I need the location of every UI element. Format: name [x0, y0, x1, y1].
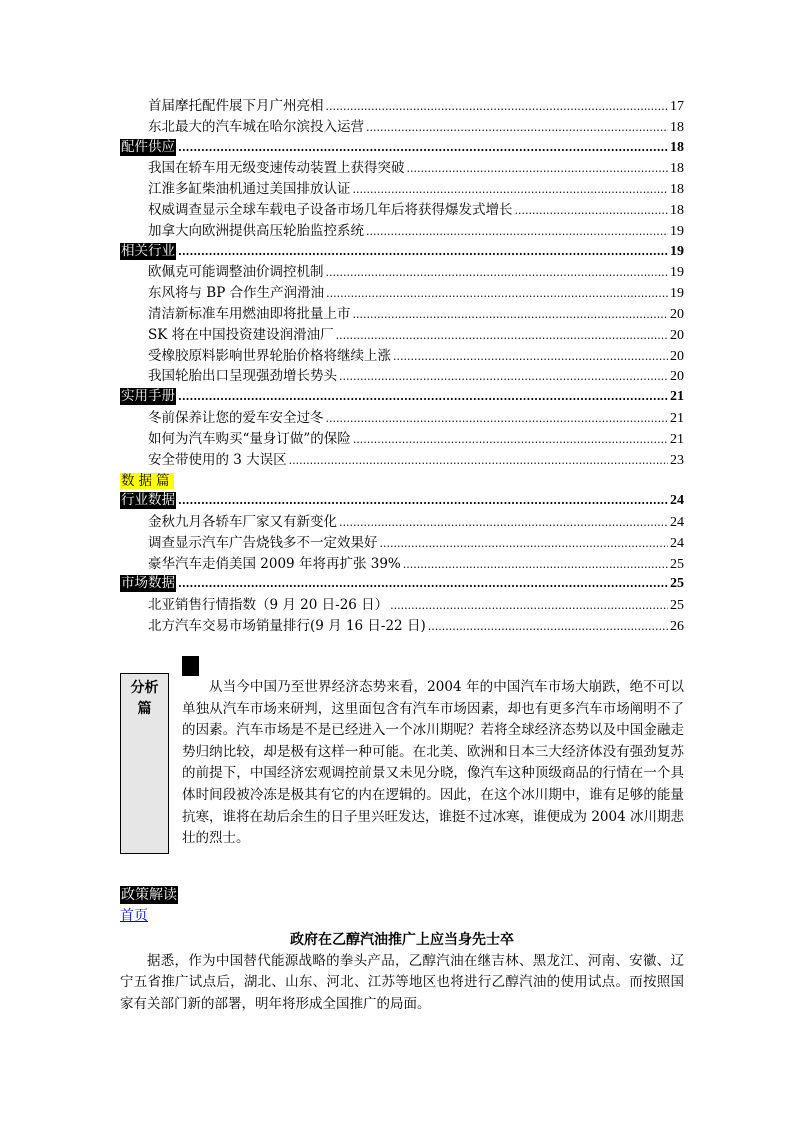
policy-section-heading: 政策解读 — [121, 887, 177, 903]
leader-dots — [326, 263, 669, 284]
leader-dots — [353, 305, 669, 326]
leader-dots — [178, 242, 668, 263]
page-number: 21 — [670, 389, 684, 405]
page-number: 20 — [670, 327, 684, 343]
page-number: 18 — [670, 119, 684, 135]
table-of-contents — [120, 96, 684, 637]
toc-section-parts-supply[interactable]: 配件供应 ..... 18 — [120, 138, 684, 159]
leader-dots — [336, 326, 668, 347]
page-number: 19 — [670, 223, 684, 239]
page-number: 18 — [670, 202, 684, 218]
leader-dots — [326, 284, 668, 305]
leader-dots — [353, 180, 669, 201]
article-body: 据悉，作为中国替代能源战略的拳头产品，乙醇汽油在继吉林、黑龙江、河南、安徽、辽宁五省推广试点后，湖北、山东、河北、江苏等地区也将进行乙醇汽油的使用试点。而按照国家有关部门新的部署，明年将形成全国推广的局面。 — [120, 953, 684, 1012]
policy-section — [120, 884, 684, 1015]
toc-entry[interactable]: 如何为汽车购买“量身订做”的保险 ..... 21 — [120, 429, 684, 450]
page-number: 26 — [670, 618, 684, 634]
page-number: 18 — [670, 139, 684, 155]
toc-entry[interactable]: 江淮多缸柴油机通过美国排放认证 ..... 18 — [120, 179, 684, 200]
toc-entry[interactable]: SK 将在中国投资建设润滑油厂 ..... 20 — [120, 325, 684, 346]
toc-entry[interactable]: 金秋九月各轿车厂家又有新变化 ..... 24 — [120, 512, 684, 533]
leader-dots — [326, 97, 669, 118]
leader-dots — [289, 451, 668, 472]
toc-entry[interactable]: 冬前保养让您的爱车安全过冬 ..... 21 — [120, 408, 684, 429]
toc-section-practical-handbook[interactable]: 实用手册 ..... 21 — [120, 387, 684, 408]
toc-entry[interactable]: 受橡胶原料影响世界轮胎价格将继续上涨 ..... 20 — [120, 346, 684, 367]
toc-entry[interactable]: 首届摩托配件展下月广州亮相 ..... 17 — [120, 96, 684, 117]
toc-section-related-industry[interactable]: 相关行业 ..... 19 — [120, 242, 684, 263]
page-number: 21 — [670, 410, 684, 426]
leader-dots — [178, 574, 668, 595]
leader-dots — [339, 513, 668, 534]
toc-entry[interactable]: 欧佩克可能调整油价调控机制 ..... 19 — [120, 262, 684, 283]
page-number: 17 — [670, 99, 684, 114]
home-link[interactable]: 首页 — [120, 908, 148, 924]
toc-entry[interactable]: 安全带使用的 3 大误区 ..... 23 — [120, 450, 684, 471]
page-number: 23 — [670, 452, 684, 468]
leader-dots — [428, 617, 668, 638]
toc-section-market-data[interactable]: 市场数据 ..... 25 — [120, 574, 684, 595]
toc-entry[interactable]: 加拿大向欧洲提供高压轮胎监控系统 ..... 19 — [120, 221, 684, 242]
toc-entry[interactable]: 我国在轿车用无级变速传动装置上获得突破 ..... 18 — [120, 158, 684, 179]
analysis-paragraph: 从当今中国乃至世界经济态势来看，2004 年的中国汽车市场大崩跌，绝不可以单独从汽车市场来研判，这里面包含有汽车市场因素，却也有更多汽车市场阐明不了的因素。汽车市场是不是已经进入一个冰川期呢？若将全球经济态势以及中国金融走势归纳比较，却是极有这样一种可能。在北美、欧洲和日本三大经济体没有强劲复苏的前提下，中国经济宏观调控前景又未见分晓，像汽车这种顶级商品的行情在一个具体时间段被冷冻是极其有它的内在逻辑的。因此，在这个冰川期中，谁有足够的能量抗寒，谁将在劫后余生的日子里兴旺发达，谁挺不过冰寒，谁便成为 2004 冰川期悲壮的烈士。 — [182, 679, 684, 847]
toc-entry[interactable]: 豪华汽车走俏美国 2009 年将再扩张 39% ..... 25 — [120, 554, 684, 575]
page-number: 25 — [670, 598, 684, 614]
leader-dots — [403, 555, 668, 576]
page-number: 20 — [670, 348, 684, 364]
leader-dots — [407, 159, 669, 180]
page-number: 25 — [670, 556, 684, 572]
toc-section-industry-data[interactable]: 行业数据 ..... 24 — [120, 491, 684, 512]
page-number: 19 — [670, 265, 684, 281]
leader-dots — [178, 138, 668, 159]
leader-dots — [393, 347, 668, 368]
leader-dots — [353, 430, 668, 451]
toc-entry[interactable]: 权威调查显示全球车载电子设备市场几年后将获得爆发式增长 ..... 18 — [120, 200, 684, 221]
article-title: 政府在乙醇汽油推广上应当身先士卒 — [290, 932, 514, 948]
page-number: 19 — [670, 243, 684, 259]
toc-entry[interactable]: 调查显示汽车广告烧钱多不一定效果好 ..... 24 — [120, 533, 684, 554]
toc-entry[interactable]: 北方汽车交易市场销量排行(9 月 16 日-22 日) ..... 26 — [120, 616, 684, 637]
page-number: 24 — [670, 493, 684, 509]
leader-dots — [178, 387, 668, 408]
toc-part-data: 数据篇 — [121, 473, 174, 490]
page-number: 20 — [670, 369, 684, 385]
page-number: 18 — [670, 182, 684, 198]
page-number: 25 — [670, 576, 684, 592]
toc-entry[interactable]: 我国轮胎出口呈现强劲增长势头 ..... 20 — [120, 366, 684, 387]
page-number: 18 — [670, 161, 684, 177]
toc-entry[interactable]: 东风将与 BP 合作生产润滑油 ..... 19 — [120, 283, 684, 304]
page-number: 21 — [670, 431, 684, 447]
leader-dots — [366, 118, 668, 139]
leader-dots — [380, 534, 669, 555]
leader-dots — [515, 201, 669, 222]
side-label: 分析 篇 — [130, 680, 159, 717]
toc-entry[interactable]: 东北最大的汽车城在哈尔滨投入运营 ..... 18 — [120, 117, 684, 138]
analysis-side-label-box — [120, 673, 169, 854]
black-square-marker — [182, 656, 199, 676]
toc-entry[interactable]: 北亚销售行情指数（9 月 20 日-26 日） ..... 25 — [120, 595, 684, 616]
analysis-section — [120, 656, 684, 866]
leader-dots — [366, 222, 668, 243]
leader-dots — [178, 491, 668, 512]
page-number: 24 — [670, 514, 684, 530]
toc-entry[interactable]: 清洁新标准车用燃油即将批量上市 ..... 20 — [120, 304, 684, 325]
leader-dots — [326, 409, 669, 430]
page-number: 19 — [670, 286, 684, 302]
leader-dots — [390, 596, 668, 617]
page-number: 24 — [670, 535, 684, 551]
page-number: 20 — [670, 306, 684, 322]
leader-dots — [339, 367, 668, 388]
